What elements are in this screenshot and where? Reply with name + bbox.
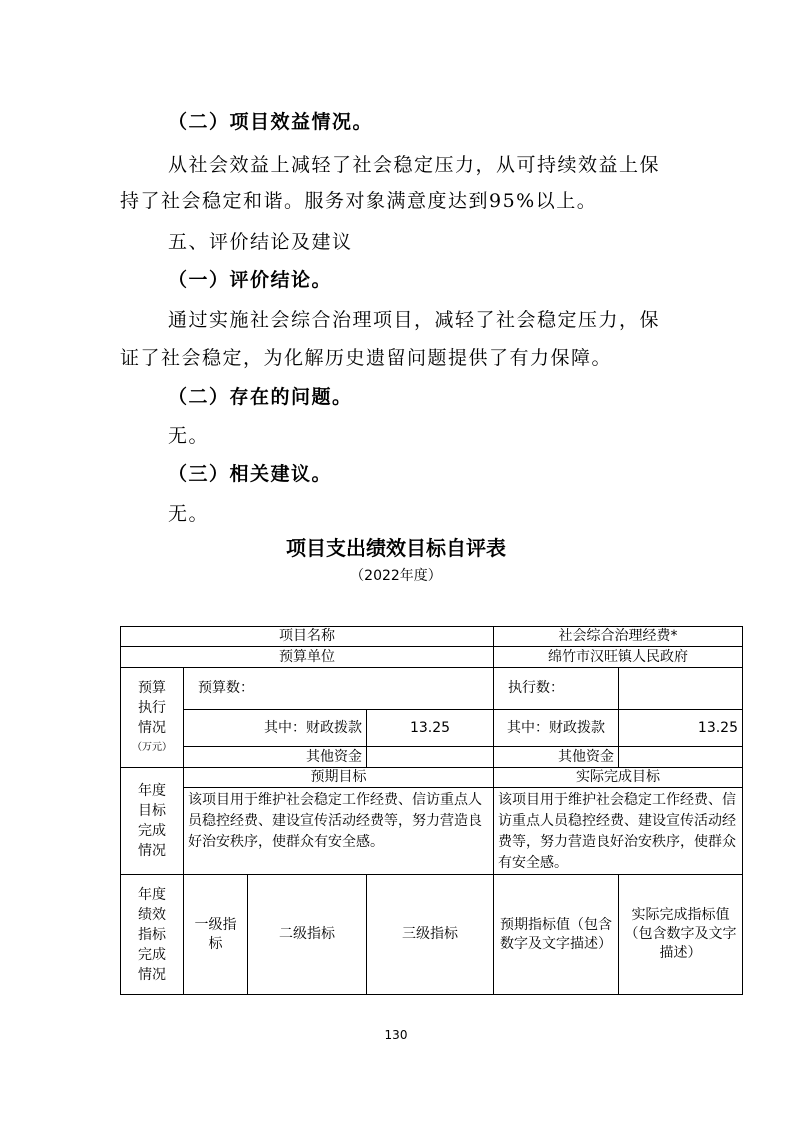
- level1-label-cell: [184, 875, 248, 995]
- level3-label: 三级指标: [367, 875, 494, 995]
- indicator-cell: [121, 875, 184, 995]
- problems-heading: （二）存在的问题。: [168, 386, 353, 408]
- conclusion-text-line-1: 通过实施社会综合治理项目，减轻了社会稳定压力，保: [168, 309, 661, 331]
- conclusion-heading: （一）评价结论。: [168, 269, 333, 291]
- conclusion-text-line-2: 证了社会稳定，为化解历史遗留问题提供了有力保障。: [120, 347, 613, 369]
- benefit-heading: （二）项目效益情况。: [168, 111, 374, 133]
- indicator-label: 年度绩效指标完成情况: [138, 886, 166, 983]
- section-five-heading: 五、评价结论及建议: [168, 231, 353, 253]
- expected-goal-label: 预期目标: [184, 768, 494, 788]
- benefit-text-line-2: 持了社会稳定和谐。服务对象满意度达到95%以上。: [120, 190, 598, 212]
- other-funds-label-2: 其他资金: [494, 747, 619, 768]
- budget-exec-cell: [121, 668, 184, 768]
- budget-exec-unit: （万元）: [132, 741, 172, 753]
- table-year: （2022年度）: [350, 568, 442, 584]
- expected-goal-text: 该项目用于维护社会稳定工作经费、信访重点人员稳控经费、建设宣传活动经费等，努力营造良好治安秩序，使群众有安全感。: [184, 788, 494, 875]
- page-number: 130: [384, 1028, 408, 1042]
- budget-exec-label: 预算执行情况: [138, 679, 166, 736]
- other-funds-label-1: 其他资金: [184, 747, 367, 768]
- exec-num-value: [619, 668, 743, 710]
- suggestions-text: 无。: [168, 503, 210, 525]
- other-funds-value-2: [619, 747, 743, 768]
- actual-value-label: 实际完成指标值（包含数字及文字描述）: [619, 875, 743, 995]
- benefit-text-line-1: 从社会效益上减轻了社会稳定压力，从可持续效益上保: [168, 154, 661, 176]
- fiscal-label-1: 其中：财政拨款: [184, 710, 367, 747]
- expected-value-label: 预期指标值（包含数字及文字描述）: [494, 875, 619, 995]
- other-funds-value-1: [367, 747, 494, 768]
- actual-goal-label: 实际完成目标: [494, 768, 743, 788]
- problems-text: 无。: [168, 425, 210, 447]
- actual-goal-text: 该项目用于维护社会稳定工作经费、信访重点人员稳控经费、建设宣传活动经费等，努力营造良好治安秩序，使群众有安全感。: [494, 788, 743, 875]
- project-name-value: 社会综合治理经费*: [494, 627, 743, 647]
- level2-label: 二级指标: [248, 875, 367, 995]
- exec-num-label: 执行数：: [494, 668, 619, 710]
- budget-unit-value: 绵竹市汉旺镇人民政府: [494, 647, 743, 668]
- budget-num-label: 预算数：: [184, 668, 494, 710]
- fiscal-value-2: 13.25: [619, 710, 743, 747]
- annual-goal-label: 年度目标完成情况: [138, 783, 166, 859]
- level1-label: 一级指标: [194, 916, 237, 952]
- annual-goal-cell: [121, 768, 184, 875]
- fiscal-label-2: 其中：财政拨款: [494, 710, 619, 747]
- project-name-label: 项目名称: [121, 627, 494, 647]
- table-title: 项目支出绩效目标自评表: [286, 536, 506, 560]
- budget-unit-label: 预算单位: [121, 647, 494, 668]
- fiscal-value-1: 13.25: [367, 710, 494, 747]
- suggestions-heading: （三）相关建议。: [168, 463, 333, 485]
- performance-table: [120, 626, 743, 995]
